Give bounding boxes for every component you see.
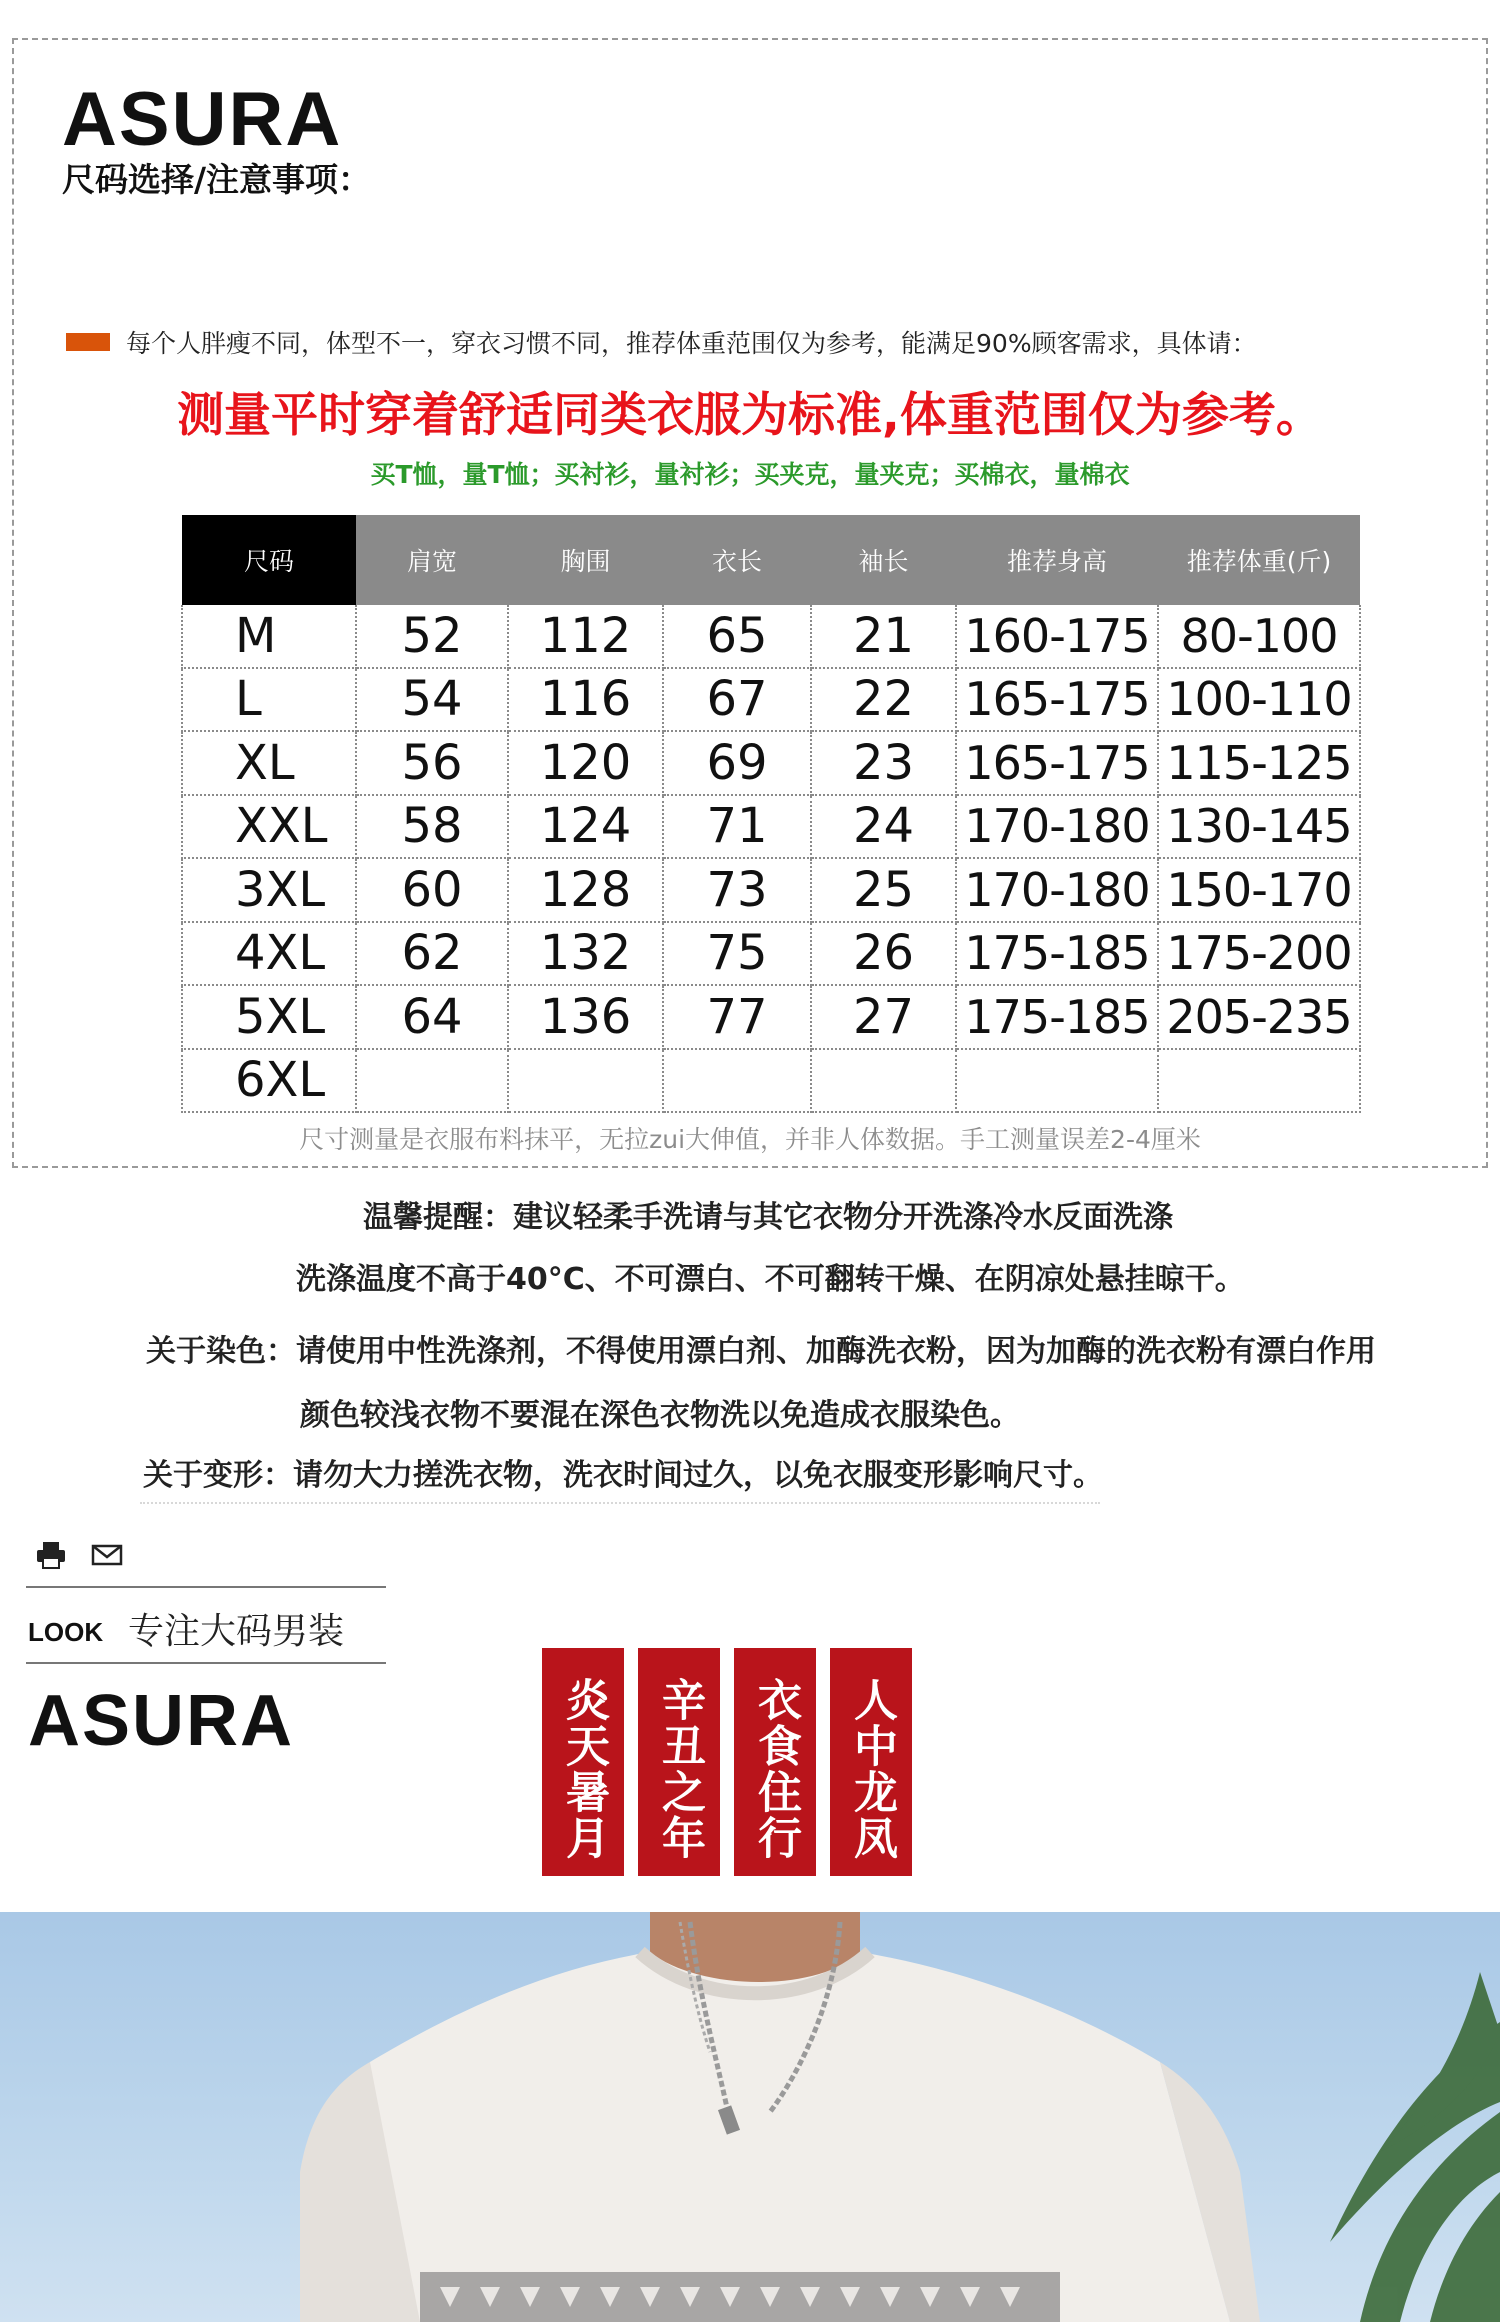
weight-cell: 130-145 bbox=[1158, 795, 1360, 859]
product-photo bbox=[0, 1912, 1500, 2322]
height-cell: 170-180 bbox=[956, 858, 1158, 922]
chest-cell: 128 bbox=[508, 858, 663, 922]
col-header-size: 尺码 bbox=[182, 515, 356, 605]
col-header-sleeve: 袖长 bbox=[811, 515, 956, 605]
shoulder-cell: 60 bbox=[356, 858, 508, 922]
sleeve-cell: 23 bbox=[811, 731, 956, 795]
chest-cell: 132 bbox=[508, 922, 663, 986]
size-cell: 6XL bbox=[182, 1049, 356, 1113]
sleeve-cell: 21 bbox=[811, 605, 956, 668]
poem-box: 炎天暑月 bbox=[542, 1648, 624, 1876]
poem-box: 衣食住行 bbox=[734, 1648, 816, 1876]
note-marker bbox=[66, 333, 110, 351]
shoulder-cell: 54 bbox=[356, 668, 508, 732]
table-row bbox=[182, 858, 1360, 922]
poem-box: 人中龙凤 bbox=[830, 1648, 912, 1876]
shoulder-cell bbox=[356, 1049, 508, 1113]
printer-icon[interactable] bbox=[34, 1540, 68, 1570]
chest-cell bbox=[508, 1049, 663, 1113]
length-cell: 69 bbox=[663, 731, 811, 795]
length-cell: 67 bbox=[663, 668, 811, 732]
size-table bbox=[181, 515, 1361, 1113]
size-cell: XXL bbox=[182, 795, 356, 859]
col-header-height: 推荐身高 bbox=[956, 515, 1158, 605]
height-cell: 175-185 bbox=[956, 985, 1158, 1049]
weight-cell: 115-125 bbox=[1158, 731, 1360, 795]
length-cell: 75 bbox=[663, 922, 811, 986]
section-divider bbox=[140, 1502, 1100, 1504]
care-wash-temp: 洗涤温度不高于40°C、不可漂白、不可翻转干燥、在阴凉处悬挂晾干。 bbox=[296, 1262, 1245, 1297]
care-dye: 关于染色：请使用中性洗涤剂，不得使用漂白剂、加酶洗衣粉，因为加酶的洗衣粉有漂白作用 bbox=[146, 1334, 1376, 1369]
height-cell: 160-175 bbox=[956, 605, 1158, 668]
brand-logo-bottom: ASURA bbox=[28, 1681, 295, 1761]
divider-line bbox=[26, 1662, 386, 1664]
length-cell: 71 bbox=[663, 795, 811, 859]
col-header-length: 衣长 bbox=[663, 515, 811, 605]
size-cell: XL bbox=[182, 731, 356, 795]
length-cell: 73 bbox=[663, 858, 811, 922]
look-label: LOOK bbox=[28, 1617, 104, 1647]
brand-slogan: 专注大码男装 bbox=[128, 1611, 345, 1652]
weight-cell: 100-110 bbox=[1158, 668, 1360, 732]
sleeve-cell: 24 bbox=[811, 795, 956, 859]
col-header-chest: 胸围 bbox=[508, 515, 663, 605]
measurement-note: 尺寸测量是衣服布料抹平，无拉zui大伸值，并非人体数据。手工测量误差2-4厘米 bbox=[299, 1125, 1201, 1154]
sleeve-cell bbox=[811, 1049, 956, 1113]
height-cell: 170-180 bbox=[956, 795, 1158, 859]
size-cell: 4XL bbox=[182, 922, 356, 986]
weight-cell: 80-100 bbox=[1158, 605, 1360, 668]
size-cell: M bbox=[182, 605, 356, 668]
chest-cell: 124 bbox=[508, 795, 663, 859]
length-cell bbox=[663, 1049, 811, 1113]
height-cell bbox=[956, 1049, 1158, 1113]
share-icons bbox=[34, 1540, 124, 1570]
length-cell: 77 bbox=[663, 985, 811, 1049]
care-dye-detail: 颜色较浅衣物不要混在深色衣物洗以免造成衣服染色。 bbox=[300, 1398, 1020, 1433]
height-cell: 175-185 bbox=[956, 922, 1158, 986]
shoulder-cell: 58 bbox=[356, 795, 508, 859]
table-row bbox=[182, 922, 1360, 986]
divider-line bbox=[26, 1586, 386, 1588]
chest-cell: 136 bbox=[508, 985, 663, 1049]
care-deform: 关于变形：请勿大力搓洗衣物，洗衣时间过久，以免衣服变形影响尺寸。 bbox=[143, 1458, 1103, 1493]
notice-highlight: 测量平时穿着舒适同类衣服为标准,体重范围仅为参考。 bbox=[177, 388, 1323, 443]
brand-logo-top: ASURA bbox=[62, 77, 343, 162]
sleeve-cell: 26 bbox=[811, 922, 956, 986]
chest-cell: 116 bbox=[508, 668, 663, 732]
height-cell: 165-175 bbox=[956, 731, 1158, 795]
sleeve-cell: 27 bbox=[811, 985, 956, 1049]
size-cell: 3XL bbox=[182, 858, 356, 922]
table-row bbox=[182, 605, 1360, 668]
shoulder-cell: 62 bbox=[356, 922, 508, 986]
table-row bbox=[182, 985, 1360, 1049]
model-illustration bbox=[0, 1912, 1500, 2322]
sleeve-cell: 25 bbox=[811, 858, 956, 922]
size-cell: L bbox=[182, 668, 356, 732]
table-row bbox=[182, 731, 1360, 795]
shoulder-cell: 56 bbox=[356, 731, 508, 795]
shoulder-cell: 64 bbox=[356, 985, 508, 1049]
table-row bbox=[182, 795, 1360, 859]
weight-cell: 150-170 bbox=[1158, 858, 1360, 922]
table-row bbox=[182, 1049, 1360, 1113]
care-reminder: 温馨提醒：建议轻柔手洗请与其它衣物分开洗涤冷水反面洗涤 bbox=[363, 1200, 1173, 1235]
notice-intro: 每个人胖瘦不同，体型不一，穿衣习惯不同，推荐体重范围仅为参考，能满足90%顾客需求，具体请： bbox=[126, 329, 1257, 358]
sleeve-cell: 22 bbox=[811, 668, 956, 732]
table-row bbox=[182, 668, 1360, 732]
weight-cell: 175-200 bbox=[1158, 922, 1360, 986]
size-table-header bbox=[182, 515, 1360, 605]
length-cell: 65 bbox=[663, 605, 811, 668]
weight-cell bbox=[1158, 1049, 1360, 1113]
notice-tip: 买T恤，量T恤；买衬衫，量衬衫；买夹克，量夹克；买棉衣，量棉衣 bbox=[370, 460, 1130, 489]
col-header-shoulder: 肩宽 bbox=[356, 515, 508, 605]
mail-icon[interactable] bbox=[90, 1540, 124, 1570]
size-cell: 5XL bbox=[182, 985, 356, 1049]
col-header-weight: 推荐体重(斤) bbox=[1158, 515, 1360, 605]
shoulder-cell: 52 bbox=[356, 605, 508, 668]
weight-cell: 205-235 bbox=[1158, 985, 1360, 1049]
poem-box: 辛丑之年 bbox=[638, 1648, 720, 1876]
page-subtitle: 尺码选择/注意事项： bbox=[62, 160, 372, 199]
chest-cell: 112 bbox=[508, 605, 663, 668]
chest-cell: 120 bbox=[508, 731, 663, 795]
height-cell: 165-175 bbox=[956, 668, 1158, 732]
